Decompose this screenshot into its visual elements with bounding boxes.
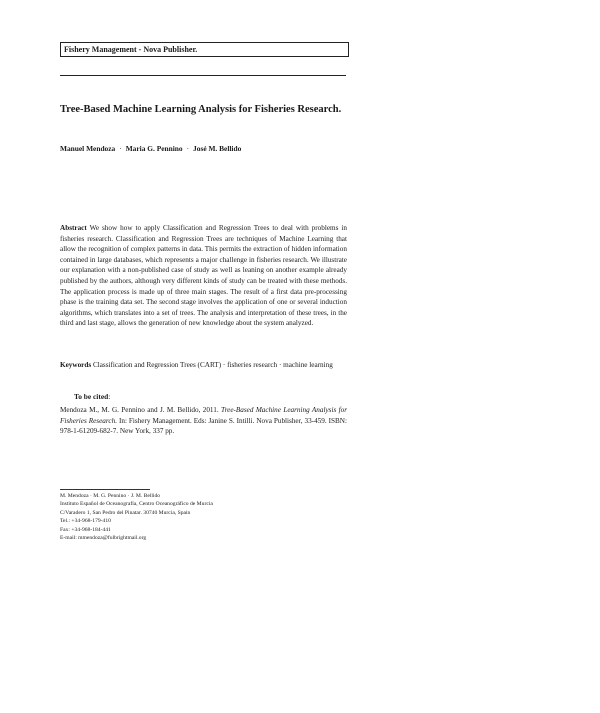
- citation-text: [60, 405, 347, 437]
- abstract-text: We show how to apply Classification and Regression Trees to deal with problems in fisheries research. Classification and Regression Trees are techniques of Machine Learning that allow the recognition of complex patterns in data. This permits the extraction of hidden information contained in large databases, which represents a major challenge in fisheries research. We illustrate our explanation with a non-published case of study as well as leaning on another example already published by the authors, although very different kinds of study can be treated with these methods. The application process is made up of three main stages. The result of a first data pre-processing phase is the training data set. The second stage involves the application of one or several induction algorithms, which translates into a set of trees. The analysis and interpretation of these trees, in the third and last stage, allows the generation of new knowledge about the system analyzed.: [60, 224, 347, 328]
- paper-title: Tree-Based Machine Learning Analysis for Fisheries Research.: [60, 104, 342, 115]
- author-1: Manuel Mendoza: [60, 144, 116, 153]
- citation-authors: Mendoza M., M. G. Pennino and J. M. Bellido, 2011.: [60, 406, 219, 414]
- citation-heading-colon: :: [108, 392, 111, 401]
- footnote-institution: Instituto Español de Oceanografía, Centro Oceanográfico de Murcia: [60, 501, 213, 508]
- keywords-text: Classification and Regression Trees (CART) · fisheries research · machine learning: [92, 361, 333, 369]
- author-list: [60, 143, 290, 154]
- journal-header-box: [60, 42, 349, 57]
- keywords-section: [60, 360, 347, 371]
- footnote-authors: M. Mendoza · M. G. Pennino · J. M. Bellido: [60, 493, 161, 499]
- author-2: Maria G. Pennino: [125, 144, 183, 153]
- journal-name: Fishery Management - Nova Publisher.: [64, 45, 198, 54]
- keywords-label: Keywords: [60, 361, 92, 369]
- header-rule: [60, 75, 346, 76]
- footnote-fax: Fax: +34-968-184-441: [60, 526, 111, 533]
- author-3: José M. Bellido: [193, 144, 242, 153]
- citation-heading: [74, 392, 110, 402]
- citation-title: Tree-Based Machine Learning Analysis for Fisheries Research.: [60, 406, 347, 425]
- author-affiliation-footnote: [60, 492, 340, 542]
- citation-heading-label: To be cited: [74, 392, 109, 401]
- footnote-email: E-mail: mmendoza@fulbrightmail.org: [60, 535, 147, 542]
- abstract-label: Abstract: [60, 224, 87, 232]
- citation-rest: In: Fishery Management. Eds: Janine S. Intilli. Nova Publisher, 33-459. ISBN: 978-1-61209-682-7. New York, 337 pp.: [60, 416, 347, 436]
- footnote-address: C/Varadero 1, San Pedro del Pinatar. 30740 Murcia, Spain: [60, 509, 191, 516]
- author-separator: ·: [186, 144, 190, 153]
- footnote-rule: [60, 489, 150, 490]
- author-separator: ·: [119, 144, 122, 153]
- abstract-section: [60, 223, 347, 329]
- footnote-phone: Tel.: +34-968-179-410: [60, 518, 111, 525]
